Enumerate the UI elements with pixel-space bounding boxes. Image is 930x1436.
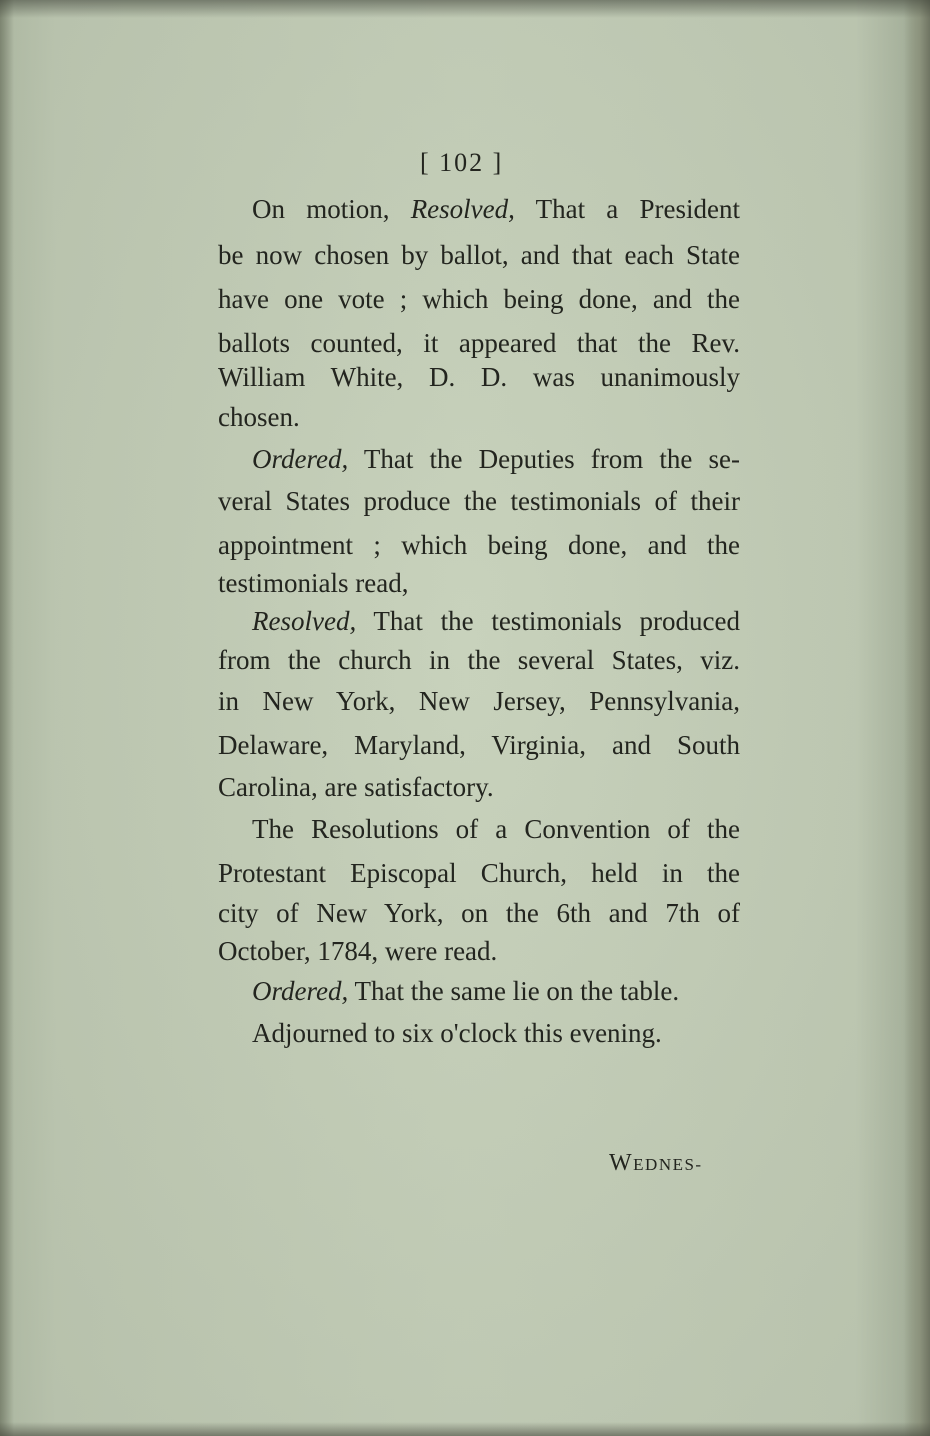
text-line: chosen. [218,402,300,432]
text-line [252,442,740,476]
text-line: Carolina, are satisfactory. [218,772,494,802]
text-line: appointment ; which being done, and the [218,530,740,560]
text-line: William White, D. D. was unanimously [218,362,740,392]
text-line: veral States produce the testimonials of their [218,486,740,516]
text-line: have one vote ; which being done, and the [218,284,740,314]
page-edge-top [0,0,930,18]
text-line: ballots counted, it appeared that the Rev. [218,328,740,358]
italic-term: Resolved, [252,606,357,636]
text-line: be now chosen by ballot, and that each State [218,240,740,270]
page-edge-left [0,0,14,1436]
page-number: [ 102 ] [420,148,504,177]
text-line: Adjourned to six o'clock this evening. [252,1018,662,1048]
text-line [252,604,740,638]
text-line: Protestant Episcopal Church, held in the [218,858,740,888]
line-rest: That a President [514,194,740,224]
page-edge-bottom [0,1422,930,1436]
line-rest: That the Deputies from the se- [348,444,740,474]
italic-term: Resolved, [410,194,515,224]
text-line: testimonials read, [218,568,409,598]
text-line: The Resolutions of a Convention of the [252,814,740,844]
text-line: October, 1784, were read. [218,936,498,966]
text-line: Delaware, Maryland, Virginia, and South [218,730,740,760]
line-rest: That the same lie on the table. [348,976,680,1006]
line-lead: On motion, [252,194,411,224]
text-line: in New York, New Jersey, Pennsylvania, [218,686,740,716]
line-rest: That the testimonials produced [356,606,740,636]
italic-term: Ordered, [252,976,349,1006]
page-edge-right [904,0,930,1436]
italic-term: Ordered, [252,444,349,474]
catchword-rest: EDNES- [633,1155,703,1174]
text-line: city of New York, on the 6th and 7th of [218,898,740,928]
catchword-initial: W [609,1150,634,1176]
text-line [252,974,740,1008]
catchword [609,1150,703,1177]
text-line [252,192,740,226]
text-line: from the church in the several States, viz. [218,645,740,675]
